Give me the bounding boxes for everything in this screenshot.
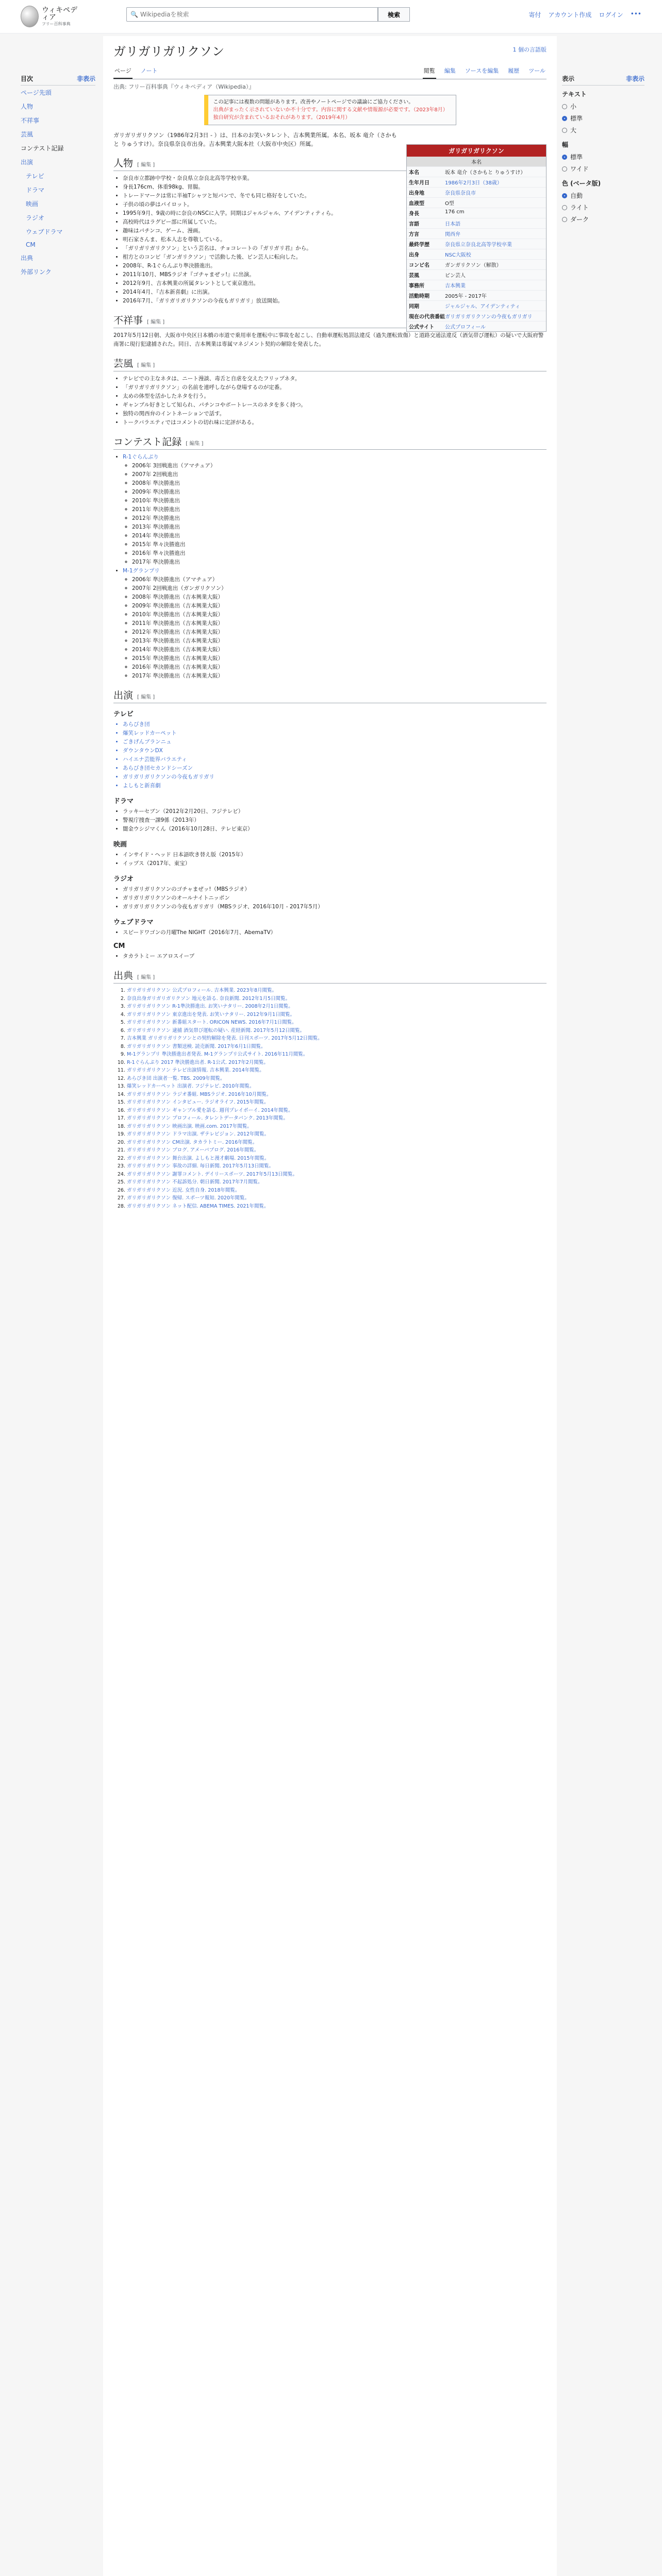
list-item: • イップス（2017年、東宝） [123, 859, 547, 868]
radio-icon[interactable] [562, 193, 567, 198]
radio-option[interactable] [562, 213, 644, 225]
list-item[interactable]: • ダウンタウンDX [123, 747, 547, 755]
infobox-key: 活動時期 [409, 294, 429, 299]
infobox-row [407, 300, 546, 311]
infobox-value[interactable]: 公式プロフィール [445, 325, 486, 330]
infobox-value: 坂本 竜介（さかもと りゅうすけ） [445, 170, 526, 176]
reference-item [127, 1027, 547, 1035]
radio-label: 大 [570, 127, 577, 134]
section-person-heading: 人物 [ 編集 ] [113, 156, 547, 171]
edit-link[interactable]: [ 編集 ] [137, 162, 155, 168]
list-item: ◦ 2017年 準決勝進出 [132, 558, 547, 567]
infobox-key: 公式サイト [409, 325, 435, 330]
list-item: • 趣味はパチンコ、ゲーム、漫画。 [123, 227, 411, 235]
list-item: • ギャンブル好きとして知られ、パチンコやボートレースのネタを多く持つ。 [123, 401, 547, 410]
list-item: • 2012年9月、吉本興業の所属タレントとして東京進出。 [123, 279, 411, 288]
list-item: • 2008年、R-1ぐらんぷり準決勝進出。 [123, 262, 411, 270]
page-tabs [113, 63, 547, 79]
person-list [113, 174, 411, 306]
reference-text[interactable]: ガリガリガリクソン 公式プロフィール. 吉本興業. 2023年8月閲覧。 [127, 988, 277, 993]
list-item: ◦ 2014年 準決勝進出 [132, 532, 547, 540]
radio-option[interactable] [562, 112, 644, 124]
radio-label: ダーク [570, 216, 589, 223]
reference-text[interactable]: R-1ぐらんぷり 2017 準決勝進出者. R-1公式. 2017年2月閲覧。 [127, 1059, 269, 1065]
references-list [113, 987, 547, 1210]
reference-text[interactable]: ガリガリガリクソン 復帰. スポーツ報知. 2020年閲覧。 [127, 1195, 250, 1201]
list-item: • 奈良市立都跡中学校・奈良県立奈良北高等学校卒業。 [123, 174, 411, 183]
list-item[interactable]: • よしもと新喜劇 [123, 782, 547, 790]
infobox-value: ピン芸人 [445, 273, 466, 279]
edit-link[interactable]: [ 編集 ] [186, 441, 204, 447]
issue-original-research: 独自研究が含まれているおそれがあります。（2019年4月） [213, 115, 351, 121]
list-item: • ラッキーセブン（2012年2月20日、フジテレビ） [123, 807, 547, 816]
infobox-value[interactable]: 1986年2月3日（38歳） [445, 180, 502, 186]
text-size-label: テキスト [562, 91, 587, 98]
list-item: ◦ 2013年 準決勝進出（吉本興業大阪） [132, 637, 547, 646]
infobox-row [407, 280, 546, 290]
appearance-sidebar [562, 72, 644, 225]
reference-item [127, 1178, 547, 1187]
reference-item [127, 1050, 547, 1059]
reference-item [127, 1155, 547, 1163]
reference-item [127, 1066, 547, 1075]
radio-icon[interactable] [562, 155, 567, 160]
radio-option[interactable] [562, 201, 644, 213]
section-refs-heading: 出典 [ 編集 ] [113, 968, 547, 984]
list-item: • 闇金ウシジマくん（2016年10月28日、テレビ東京） [123, 825, 547, 834]
reference-text[interactable]: ガリガリガリクソン プロフィール. タレントデータバンク. 2013年閲覧。 [127, 1115, 288, 1121]
radio-option[interactable] [562, 190, 644, 201]
toc-sidebar [21, 72, 95, 279]
tab[interactable]: ツール [528, 67, 545, 74]
infobox-value[interactable]: ジャルジャル、アイデンティティ [445, 304, 520, 310]
wiki-name: ウィキペディア [41, 6, 78, 22]
radio-option[interactable] [562, 163, 644, 175]
reference-item [127, 1202, 547, 1211]
toc-hide-button[interactable]: 非表示 [76, 75, 95, 82]
reference-text[interactable]: ガリガリガリクソン 謝罪コメント. デイリースポーツ. 2017年5月13日閲覧。 [127, 1171, 298, 1177]
infobox-key: コンビ名 [409, 263, 429, 268]
reference-text[interactable]: ガリガリガリクソン 書類送検. 読売新聞. 2017年6月1日閲覧。 [127, 1043, 266, 1049]
radio-heading: ラジオ [113, 875, 134, 883]
reference-text[interactable]: ガリガリガリクソン 舞台出演. よしもと漫才劇場. 2015年閲覧。 [127, 1155, 270, 1161]
list-item[interactable]: • あらびき団セカンドシーズン [123, 764, 547, 773]
site-sub: 出典: フリー百科事典『ウィキペディア（Wikipedia）』 [113, 83, 255, 90]
list-item: • タカラトミー エアロスイープ [123, 952, 547, 961]
edit-link[interactable]: [ 編集 ] [147, 319, 165, 325]
radio-option[interactable] [562, 151, 644, 163]
top-link[interactable]: 寄付 [528, 11, 541, 19]
toc-item[interactable]: 外部リンク [21, 268, 52, 276]
top-link[interactable]: アカウント作成 [548, 11, 592, 19]
list-item[interactable]: • 爆笑レッドカーペット [123, 729, 547, 738]
toc-item[interactable]: ドラマ [26, 187, 45, 194]
reference-text[interactable]: M-1グランプリ 準決勝進出者発表. M-1グランプリ公式サイト. 2016年11月閲覧。 [127, 1052, 308, 1057]
reference-item [127, 1162, 547, 1171]
infobox [406, 144, 547, 332]
reference-item [127, 1187, 547, 1195]
reference-item [127, 1114, 547, 1123]
issue-sources: 出典がまったく示されていないか不十分です。内容に関する文献や情報源が必要です。（2023年8月） [213, 107, 448, 113]
toc-item[interactable]: 人物 [21, 103, 34, 110]
reference-text[interactable]: ガリガリガリクソン ラジオ番組. MBSラジオ. 2016年10月閲覧。 [127, 1091, 272, 1097]
reference-text[interactable]: ガリガリガリクソン ネット配信. ABEMA TIMES. 2021年閲覧。 [127, 1203, 269, 1209]
reference-text[interactable]: ガリガリガリクソン CM出演. タカラトミー. 2016年閲覧。 [127, 1139, 258, 1145]
list-item[interactable]: • ごきげんブランニュ [123, 738, 547, 747]
reference-item [127, 1123, 547, 1131]
list-item: • ガリガリガリクソンのオールナイトニッポン [123, 894, 547, 903]
list-item[interactable]: • ガリガリガリクソンの今夜もガリガリ [123, 773, 547, 782]
toc-item[interactable]: ラジオ [26, 214, 45, 222]
m1-link[interactable]: M-1グランプリ [123, 568, 160, 574]
list-item: ◦ 2012年 準決勝進出（吉本興業大阪） [132, 628, 547, 637]
toc-title: 目次 [21, 75, 34, 82]
list-item: • 2016年7月、「ガリガリガリクソンの今夜もガリガリ」放送開始。 [123, 297, 411, 306]
list-item: • 子供の頃の夢はパイロット。 [123, 200, 411, 209]
list-item: • ガリガリガリクソンの今夜もガリガリ（MBSラジオ、2016年10月 - 2017年5月） [123, 903, 547, 911]
toc-item[interactable]: 芸風 [21, 131, 34, 138]
section-contest-heading: コンテスト記録 [ 編集 ] [113, 434, 547, 450]
radio-icon[interactable] [562, 217, 567, 222]
infobox-value: ガンガリクソン（解散） [445, 263, 502, 268]
reference-item [127, 1194, 547, 1202]
infobox-key: 生年月日 [409, 180, 429, 186]
list-item: • 「ガリガリガリクソン」の名前を連呼しながら登場するのが定番。 [123, 383, 547, 392]
reference-text[interactable]: ガリガリガリクソン R-1準決勝進出. お笑いナタリー. 2008年2月1日閲覧。 [127, 1004, 293, 1009]
list-item: ◦ 2011年 準決勝進出 [132, 505, 547, 514]
reference-item [127, 1035, 547, 1043]
infobox-subtitle: 本名 [407, 157, 546, 166]
drama-heading: ドラマ [113, 798, 134, 805]
toc-item[interactable]: テレビ [26, 173, 44, 180]
edit-link[interactable]: [ 編集 ] [137, 975, 155, 980]
list-item: • 独特の関西弁のイントネーションで話す。 [123, 410, 547, 418]
tab[interactable]: 履歴 [508, 67, 520, 74]
infobox-row [407, 290, 546, 300]
infobox-value[interactable]: NSC大阪校 [445, 252, 471, 258]
list-item: ◦ 2007年 2回戦進出（ガンガリクソン） [132, 584, 547, 593]
radio-label: ワイド [570, 165, 589, 173]
list-item: • 身長176cm、体重98kg、胃腸。 [123, 183, 411, 192]
scandal-text: 2017年5月12日朝、大阪市中央区日本橋の市道で乗用車を運転中に事故を起こし、自動車運転処罰法違反（過失運転致傷）と道路交通法違反（酒気帯び運転）の疑いで大阪府警南署に現行犯逮捕された。同日、吉本興業は専属マネジメント契約の解除を発表した。 [113, 332, 544, 347]
reference-text[interactable]: 爆笑レッドカーペット 出演者. フジテレビ. 2010年閲覧。 [127, 1083, 255, 1089]
section-style-heading: 芸風 [ 編集 ] [113, 356, 547, 371]
search-icon: 🔍 [130, 11, 138, 18]
language-button[interactable]: 1 個の言語版 [512, 46, 547, 53]
list-item: ◦ 2010年 準決勝進出 [132, 497, 547, 505]
infobox-row [407, 321, 546, 331]
infobox-key: 出身地 [409, 191, 424, 196]
infobox-row [407, 228, 546, 239]
list-item: ◦ 2015年 準決勝進出（吉本興業大阪） [132, 654, 547, 663]
appearance-title: 表示 [562, 75, 575, 82]
list-item: • 相方とのコンビ「ガンガリクソン」で活動した後、ピン芸人に転向した。 [123, 253, 411, 262]
reference-text[interactable]: ガリガリガリクソン 不起訴処分. 朝日新聞. 2017年7月閲覧。 [127, 1179, 263, 1185]
reference-text[interactable]: ガリガリガリクソン 事故の詳細. 毎日新聞. 2017年5月13日閲覧。 [127, 1163, 274, 1169]
infobox-row [407, 197, 546, 208]
infobox-row [407, 218, 546, 228]
infobox-row [407, 259, 546, 269]
edit-link[interactable]: [ 編集 ] [137, 363, 155, 368]
toc-item[interactable]: 不祥事 [21, 117, 40, 124]
infobox-value: 176 cm [445, 209, 465, 215]
reference-item [127, 1003, 547, 1011]
list-item[interactable]: • あらびき団 [123, 720, 547, 729]
radio-icon[interactable] [562, 166, 567, 172]
wiki-tagline: フリー百科事典 [41, 21, 71, 26]
reference-text[interactable]: ガリガリガリクソン 逮捕 酒気帯び運転の疑い. 産経新聞. 2017年5月12日閲覧。 [127, 1027, 305, 1033]
infobox-value[interactable]: 日本語 [445, 222, 460, 227]
list-item: • 1995年9月、9歳の時に奈良のNSCに入学。同期はジャルジャル、アイデンティティら。 [123, 209, 411, 218]
reference-item [127, 1130, 547, 1139]
edit-link[interactable]: [ 編集 ] [137, 694, 155, 700]
reference-item [127, 1091, 547, 1099]
toc-item[interactable]: コンテスト記録 [21, 145, 64, 152]
infobox-value[interactable]: ガリガリガリクソンの今夜もガリガリ [445, 314, 533, 320]
infobox-row [407, 249, 546, 259]
reference-text[interactable]: ガリガリガリクソン ブログ. アメーバブログ. 2016年閲覧。 [127, 1147, 259, 1153]
infobox-key: 事務所 [409, 283, 424, 289]
list-item: • ガリガリガリクソンのゴチャまぜッ!（MBSラジオ） [123, 885, 547, 894]
list-item: ◦ 2006年 準決勝進出（アマチュア） [132, 575, 547, 584]
list-item: • 2014年4月、『吉本新喜劇』に出演。 [123, 288, 411, 297]
infobox-key: 出身 [409, 252, 419, 258]
reference-text[interactable]: 奈良出身ガリガリガリクソン 地元を語る. 奈良新聞. 2012年1月5日閲覧。 [127, 995, 290, 1002]
list-item: • 「ガリガリガリクソン」という芸名は、チョコレートの『ガリガリ君』から。 [123, 244, 411, 253]
infobox-key: 本名 [409, 170, 419, 176]
list-item: ◦ 2011年 準決勝進出（吉本興業大阪） [132, 619, 547, 628]
tv-heading: テレビ [113, 710, 134, 718]
infobox-key: 言語 [409, 222, 419, 227]
radio-label: 小 [570, 103, 577, 110]
reference-item [127, 1171, 547, 1179]
list-item: • トレードマークは常に半袖Tシャツと短パンで、冬でも同じ格好をしていた。 [123, 192, 411, 200]
reference-item [127, 1075, 547, 1083]
issues-heading: この記事には複数の問題があります。改善やノートページでの議論にご協力ください。 [213, 99, 414, 105]
list-item: ◦ 2015年 準々決勝進出 [132, 540, 547, 549]
toc-item[interactable]: 出演 [21, 159, 34, 166]
list-item: • 明石家さんま、松本人志を尊敬している。 [123, 235, 411, 244]
issues-box [204, 95, 456, 125]
infobox-value: 2005年 - 2017年 [445, 294, 487, 299]
list-item[interactable]: • ハイエナ芸能界バラエティ [123, 755, 547, 764]
list-item: • トークバラエティではコメントの切れ味に定評がある。 [123, 418, 547, 427]
page-title: ガリガリガリクソン [113, 44, 225, 59]
section-appearances-heading: 出演 [ 編集 ] [113, 688, 547, 703]
article-content [103, 36, 557, 2576]
style-list [113, 375, 547, 427]
reference-item [127, 1019, 547, 1027]
tab[interactable]: ノート [140, 67, 158, 74]
toc-item[interactable]: 映画 [26, 200, 39, 208]
reference-text[interactable]: あらびき団 出演者一覧. TBS. 2009年閲覧。 [127, 1075, 225, 1081]
search-button[interactable]: 検索 [378, 7, 410, 22]
globe-icon [21, 6, 39, 27]
list-item: ◦ 2017年 準決勝進出（吉本興業大阪） [132, 672, 547, 681]
list-item: ◦ 2009年 準決勝進出（吉本興業大阪） [132, 602, 547, 611]
radio-icon[interactable] [562, 205, 567, 210]
infobox-key: 同期 [409, 304, 419, 310]
radio-label: 自動 [570, 192, 583, 199]
infobox-value[interactable]: 関西弁 [445, 232, 460, 238]
list-item: ◦ 2008年 準決勝進出 [132, 479, 547, 488]
list-item: ◦ 2016年 準々決勝進出 [132, 549, 547, 558]
list-item: • 警視庁捜査一課9係（2013年） [123, 816, 547, 825]
r1-link[interactable]: R-1ぐらんぷり [123, 454, 159, 460]
reference-item [127, 1146, 547, 1155]
radio-icon[interactable] [562, 104, 567, 109]
toc-item[interactable]: CM [26, 241, 36, 248]
toc-item[interactable]: 出典 [21, 255, 34, 262]
infobox-row [407, 311, 546, 321]
web-heading: ウェブドラマ [113, 919, 154, 926]
infobox-key: 身長 [409, 211, 419, 217]
lead-paragraph: ガリガリガリクソン（1986年2月3日 - ）は、日本のお笑いタレント、吉本興業所属。本名、坂本 竜介（さかもと りゅうすけ）。奈良県奈良市出身。吉本興業大阪本社（大阪市中央区）所属。 [113, 132, 397, 147]
radio-label: 標準 [570, 154, 583, 161]
radio-option[interactable] [562, 100, 644, 112]
top-bar [0, 0, 662, 33]
reference-item [127, 1107, 547, 1115]
infobox-key: 芸風 [409, 273, 419, 279]
reference-item [127, 1082, 547, 1091]
list-item: • インサイド・ヘッド 日本語吹き替え版（2015年） [123, 851, 547, 859]
movie-heading: 映画 [113, 841, 127, 849]
reference-item [127, 1043, 547, 1051]
reference-text[interactable]: ガリガリガリクソン インタビュー. ラジオライフ. 2015年閲覧。 [127, 1099, 269, 1105]
list-item: • スピードワゴンの月曜The NIGHT（2016年7月、AbemaTV） [123, 928, 547, 937]
list-item: ◦ 2010年 準決勝進出（吉本興業大阪） [132, 611, 547, 619]
radio-icon[interactable] [562, 128, 567, 133]
reference-text[interactable]: ガリガリガリクソン ギャンブル愛を語る. 週刊プレイボーイ. 2014年閲覧。 [127, 1107, 293, 1113]
list-item: ◦ 2012年 準決勝進出 [132, 514, 547, 523]
list-item: • 2011年10月、MBSラジオ『ゴチャまぜッ!』に出演。 [123, 270, 411, 279]
reference-item [127, 1139, 547, 1147]
tab[interactable]: ソースを編集 [465, 67, 499, 74]
radio-icon[interactable] [562, 116, 567, 121]
reference-text[interactable]: 吉本興業 ガリガリガリクソンとの契約解除を発表. 日刊スポーツ. 2017年5月12日閲覧。 [127, 1036, 323, 1041]
cm-heading: CM [113, 942, 125, 950]
appearance-hide-button[interactable]: 非表示 [625, 75, 644, 82]
width-label: 幅 [562, 141, 569, 148]
tab[interactable]: 編集 [444, 67, 456, 74]
reference-text[interactable]: ガリガリガリクソン 近況. 女性自身. 2018年閲覧。 [127, 1187, 240, 1193]
infobox-key: 最終学歴 [409, 242, 429, 248]
contest-list [113, 453, 547, 681]
toc-item[interactable]: ウェブドラマ [26, 228, 63, 235]
infobox-key: 現在の代表番組 [409, 314, 445, 320]
top-links [528, 10, 641, 19]
reference-item [127, 995, 547, 1003]
list-item: ◦ 2014年 準決勝進出（吉本興業大阪） [132, 646, 547, 654]
infobox-key: 血液型 [409, 201, 424, 207]
radio-label: 標準 [570, 115, 583, 122]
infobox-row [407, 208, 546, 218]
search-input[interactable] [126, 7, 378, 22]
radio-option[interactable] [562, 124, 644, 136]
infobox-key: 方言 [409, 232, 419, 238]
list-item: ◦ 2006年 3回戦進出（アマチュア） [132, 462, 547, 470]
list-item: • 高校時代はラグビー部に所属していた。 [123, 218, 411, 227]
toc-item[interactable]: ページ先頭 [21, 89, 52, 96]
infobox-value[interactable]: 奈良県立奈良北高等学校卒業 [445, 242, 512, 248]
top-link[interactable]: ログイン [599, 11, 623, 19]
reference-text[interactable]: ガリガリガリクソン 映画出演. 映画.com. 2017年閲覧。 [127, 1123, 252, 1129]
list-item: • テレビでの主なネタは、ニート漫談、毒舌と自虐を交えたフリップネタ。 [123, 375, 547, 383]
infobox-row [407, 269, 546, 280]
reference-item [127, 1011, 547, 1019]
reference-item [127, 1098, 547, 1107]
reference-text[interactable]: ガリガリガリクソン 東京進出を発表. お笑いナタリー. 2012年9月1日閲覧。 [127, 1011, 295, 1018]
list-item: ◦ 2007年 2回戦進出 [132, 470, 547, 479]
tab[interactable]: 閲覧 [423, 63, 436, 79]
tab[interactable]: ページ [113, 63, 133, 79]
list-item: ◦ 2008年 準決勝進出（吉本興業大阪） [132, 593, 547, 602]
search-bar [126, 7, 410, 22]
reference-text[interactable]: ガリガリガリクソン ドラマ出演. ザテレビジョン. 2012年閲覧。 [127, 1131, 270, 1137]
list-item: ◦ 2009年 準決勝進出 [132, 488, 547, 497]
radio-label: ライト [570, 204, 589, 211]
infobox-value[interactable]: 奈良県奈良市 [445, 191, 476, 196]
infobox-value[interactable]: 吉本興業 [445, 283, 466, 289]
infobox-title: ガリガリガリクソン [407, 145, 546, 157]
top-link[interactable]: ••• [630, 10, 641, 18]
reference-item [127, 987, 547, 995]
reference-text[interactable]: ガリガリガリクソン 新番組スタート. ORICON NEWS. 2016年7月1日閲覧。 [127, 1020, 297, 1025]
wikipedia-logo[interactable] [21, 3, 82, 30]
infobox-row [407, 239, 546, 249]
reference-text[interactable]: ガリガリガリクソン テレビ出演情報. 吉本興業. 2014年閲覧。 [127, 1067, 264, 1073]
list-item: • 太めの体型を活かしたネタを行う。 [123, 392, 547, 401]
reference-item [127, 1059, 547, 1067]
color-label: 色 (ベータ版) [562, 180, 601, 187]
infobox-row [407, 187, 546, 197]
section-scandal-heading: 不祥事 [ 編集 ] [113, 313, 547, 328]
list-item: ◦ 2013年 準決勝進出 [132, 523, 547, 532]
list-item: ◦ 2016年 準決勝進出（吉本興業大阪） [132, 663, 547, 672]
infobox-row [407, 166, 546, 177]
infobox-value: O型 [445, 201, 454, 207]
infobox-row [407, 177, 546, 187]
